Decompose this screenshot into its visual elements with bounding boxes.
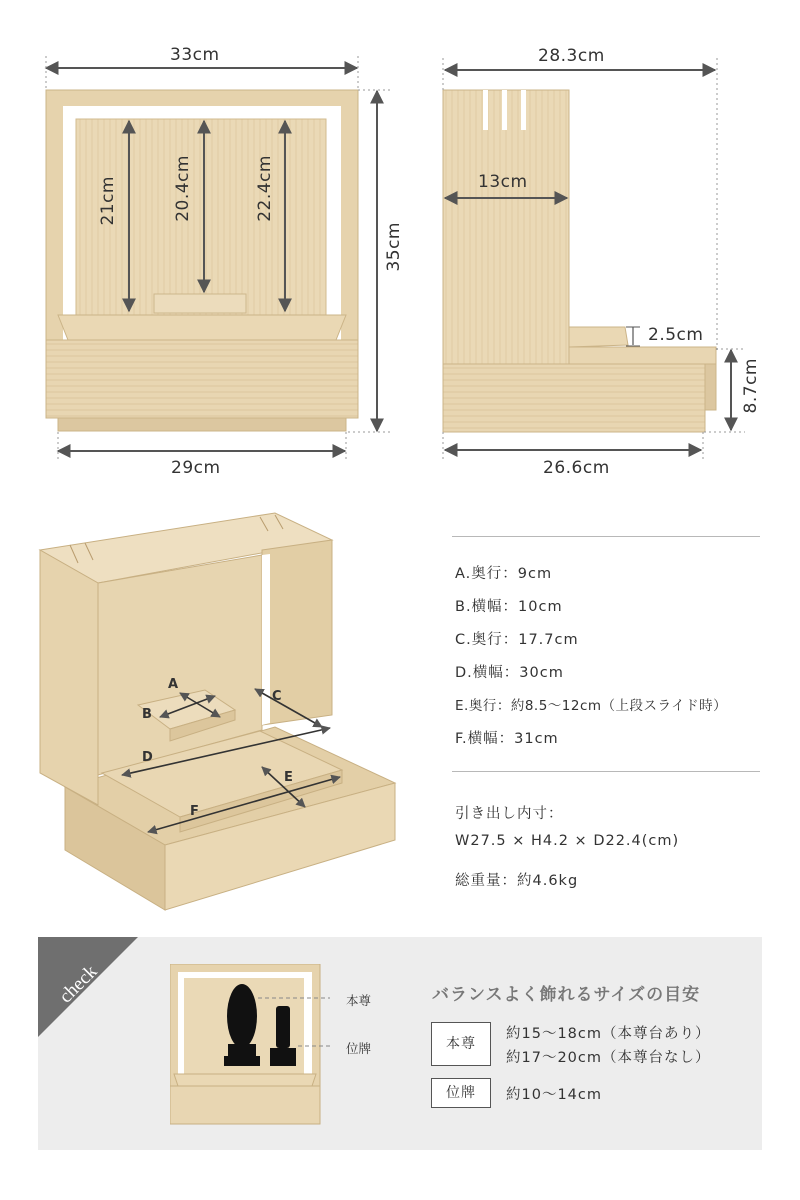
front-view-cabinet (46, 90, 358, 431)
spec-item-f: F.横幅：31cm (455, 731, 559, 747)
inner-center-height-label: 20.4cm (173, 155, 193, 222)
front-height-label: 35cm (384, 222, 404, 272)
divider-bottom (452, 771, 760, 772)
check-badge (38, 937, 148, 1047)
front-top-width-label: 33cm (170, 45, 220, 65)
honzon-label: 本尊 (346, 993, 372, 1008)
ihai-tag: 位牌 (431, 1078, 491, 1108)
size-guide-illustration (170, 964, 330, 1134)
front-bottom-width-label: 29cm (171, 458, 221, 478)
side-upper-depth-label: 13cm (478, 172, 528, 192)
perspective-label-e: E (284, 770, 293, 785)
perspective-label-a: A (168, 677, 179, 692)
spec-item-e: E.奥行：約8.5〜12cm（上段スライド時） (455, 698, 728, 714)
side-top-depth-label: 28.3cm (538, 46, 605, 66)
ihai-range: 約10〜14cm (506, 1087, 602, 1103)
total-weight: 総重量：約4.6kg (455, 873, 579, 889)
spec-list (455, 558, 785, 756)
inner-right-height-label: 22.4cm (255, 155, 275, 222)
drawer-dimensions: W27.5 × H4.2 × D22.4(cm) (455, 833, 680, 849)
perspective-label-b: B (142, 707, 152, 722)
side-bottom-depth-label: 26.6cm (543, 458, 610, 478)
check-badge-text: check (55, 961, 102, 1008)
spec-item-c: C.奥行：17.7cm (455, 632, 579, 648)
perspective-view (30, 505, 410, 915)
honzon-range-without-stand: 約17〜20cm（本尊台なし） (506, 1050, 711, 1066)
spec-item-d: D.横幅：30cm (455, 665, 564, 681)
honzon-tag: 本尊 (431, 1022, 491, 1066)
check-title: バランスよく飾れるサイズの目安 (432, 985, 701, 1005)
drawer-label: 引き出し内寸： (455, 806, 564, 822)
ihai-label: 位牌 (346, 1041, 372, 1056)
perspective-label-f: F (190, 804, 199, 819)
spec-item-b: B.横幅：10cm (455, 599, 563, 615)
divider-top (452, 536, 760, 537)
side-base-height-label: 8.7cm (741, 358, 761, 414)
honzon-range-with-stand: 約15〜18cm（本尊台あり） (506, 1026, 711, 1042)
inner-left-height-label: 21cm (98, 176, 118, 226)
side-view-cabinet (443, 90, 716, 432)
side-step-height-label: 2.5cm (648, 325, 704, 345)
spec-item-a: A.奥行：9cm (455, 566, 553, 582)
perspective-label-d: D (142, 750, 153, 765)
perspective-label-c: C (272, 689, 282, 704)
check-panel (38, 937, 762, 1150)
